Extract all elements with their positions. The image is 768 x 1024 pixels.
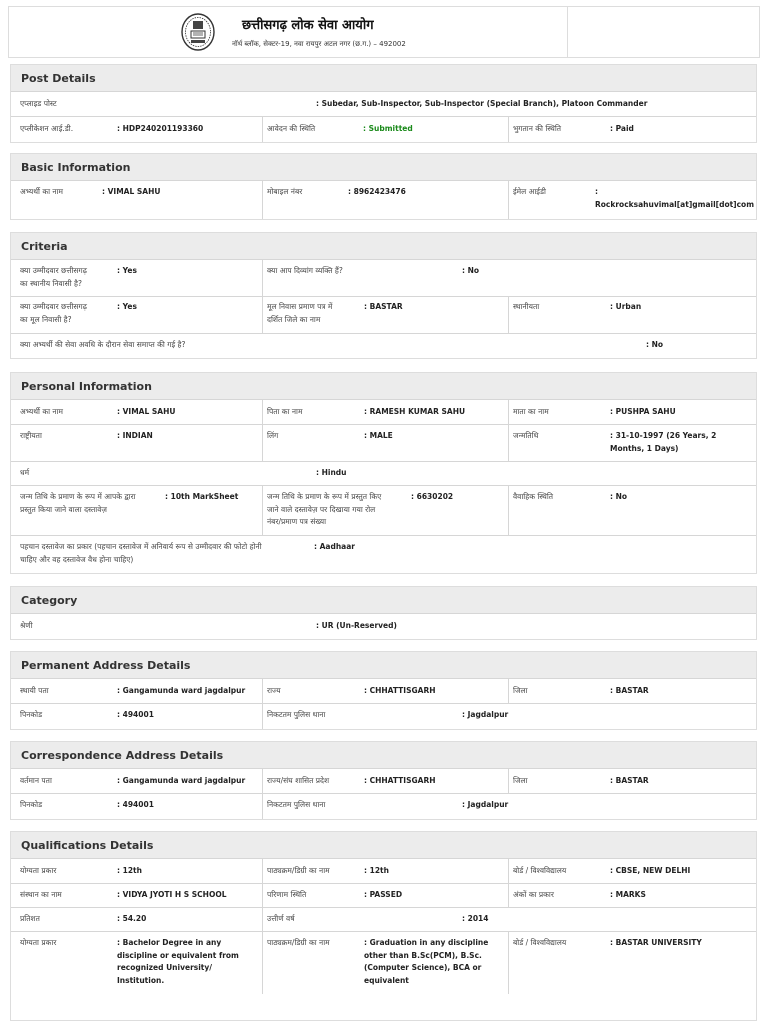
religion-value: : Hindu bbox=[316, 468, 347, 477]
qualification-1-row-3 bbox=[11, 908, 756, 932]
document-header bbox=[8, 6, 760, 58]
institution-label: संस्थान का नाम bbox=[20, 890, 62, 899]
value-line: Institution. bbox=[117, 975, 165, 985]
id-document-value: : Aadhaar bbox=[314, 542, 356, 551]
personal-row-1 bbox=[11, 400, 756, 425]
correspondence-address-section bbox=[10, 741, 757, 820]
cell bbox=[11, 704, 263, 729]
cell bbox=[11, 679, 263, 703]
applied-post-value: : Subedar, Sub-Inspector, Sub-Inspector (Special Branch), Platoon Commander bbox=[316, 99, 648, 108]
cg-resident-value: : Yes bbox=[117, 266, 137, 275]
cell bbox=[263, 769, 509, 793]
cell bbox=[509, 932, 756, 994]
mother-name-value: : PUSHPA SAHU bbox=[610, 407, 676, 416]
label-line: प्रस्तुत किया जाने वाला दस्तावेज़ bbox=[20, 504, 107, 514]
label-line: जाने वाले दस्तावेज़ पर दिखाया गया रोल bbox=[267, 504, 376, 514]
qualifications-section bbox=[10, 831, 757, 1021]
locality-label: स्थानीयता bbox=[513, 302, 540, 311]
permanent-address-value: : Gangamunda ward jagdalpur bbox=[117, 686, 246, 695]
police-station-value: : Jagdalpur bbox=[462, 800, 509, 809]
cg-native-label bbox=[20, 301, 87, 326]
cell bbox=[509, 859, 756, 883]
criteria-row-3 bbox=[11, 334, 756, 358]
cell bbox=[509, 769, 756, 793]
district-label: जिला bbox=[513, 686, 528, 695]
application-id-value: : HDP240201193360 bbox=[117, 124, 204, 133]
cell bbox=[11, 117, 263, 142]
divyang-value: : No bbox=[462, 266, 480, 275]
value-line: discipline or equivalent from bbox=[117, 950, 239, 960]
payment-status-label: भुगतान की स्थिति bbox=[513, 124, 562, 133]
cell bbox=[11, 425, 263, 461]
section-heading: Basic Information bbox=[11, 154, 756, 181]
cell bbox=[263, 884, 509, 907]
cell bbox=[11, 908, 263, 931]
candidate-name-value: : VIMAL SAHU bbox=[102, 187, 161, 196]
criteria-section bbox=[10, 232, 757, 359]
cell bbox=[11, 400, 263, 424]
native-district-value: : BASTAR bbox=[364, 302, 403, 311]
qualification-type-value bbox=[117, 937, 239, 987]
dob-document-value: : 10th MarkSheet bbox=[165, 492, 239, 501]
police-station-label: निकटतम पुलिस थाना bbox=[267, 800, 326, 809]
cell bbox=[263, 400, 509, 424]
criteria-row-2 bbox=[11, 297, 756, 334]
cell bbox=[509, 117, 756, 142]
application-status-row bbox=[11, 117, 756, 142]
section-heading: Post Details bbox=[11, 65, 756, 92]
section-heading: Personal Information bbox=[11, 373, 756, 400]
value-line: Months, 1 Days) bbox=[610, 443, 679, 453]
course-name-value: : 12th bbox=[364, 866, 389, 875]
basic-information-section bbox=[10, 153, 757, 220]
locality-value: : Urban bbox=[610, 302, 642, 311]
applied-post-label: एप्लाइड पोस्ट bbox=[20, 99, 57, 108]
payment-status-value: : Paid bbox=[610, 124, 634, 133]
label-line: का स्थानीय निवासी है? bbox=[20, 278, 83, 288]
cell bbox=[11, 794, 263, 819]
permanent-address-section bbox=[10, 651, 757, 730]
post-details-section bbox=[10, 64, 757, 143]
personal-row-5 bbox=[11, 536, 756, 573]
district-value: : BASTAR bbox=[610, 776, 649, 785]
permanent-row-2 bbox=[11, 704, 756, 729]
cg-resident-label bbox=[20, 265, 87, 290]
section-heading: Correspondence Address Details bbox=[11, 742, 756, 769]
value-line: : Graduation in any discipline bbox=[364, 938, 489, 947]
result-status-label: परिणाम स्थिति bbox=[267, 890, 307, 899]
category-label: श्रेणी bbox=[20, 621, 33, 630]
marital-status-value: : No bbox=[610, 492, 628, 501]
label-line: पहचान दस्तावेज का प्रकार (पहचान दस्तावेज में अनिवार्य रूप से उम्मीदवार की फोटो होनी bbox=[20, 542, 262, 551]
application-id-label: एप्लीकेशन आई.डी. bbox=[20, 124, 74, 133]
district-label: जिला bbox=[513, 776, 528, 785]
permanent-row-1 bbox=[11, 679, 756, 704]
board-value: : CBSE, NEW DELHI bbox=[610, 866, 691, 875]
state-label: राज्य bbox=[267, 686, 281, 695]
label-line: जन्म तिथि के प्रमाण के रूप में आपके द्वारा bbox=[20, 492, 136, 501]
service-terminated-label: क्या अभ्यर्थी की सेवा अवधि के दौरान सेवा समाप्त की गई है? bbox=[20, 340, 186, 349]
id-document-label bbox=[20, 541, 262, 566]
state-value: : CHHATTISGARH bbox=[364, 686, 436, 695]
course-name-label: पाठ्यक्रम/डिग्री का नाम bbox=[267, 938, 330, 947]
value-line: : 31-10-1997 (26 Years, 2 bbox=[610, 431, 717, 440]
pincode-label: पिनकोड bbox=[20, 710, 43, 719]
permanent-address-label: स्थायी पता bbox=[20, 686, 49, 695]
applied-post-row bbox=[11, 92, 756, 117]
personal-information-section bbox=[10, 372, 757, 574]
cell bbox=[11, 884, 263, 907]
criteria-row-1 bbox=[11, 260, 756, 297]
district-value: : BASTAR bbox=[610, 686, 649, 695]
qualification-1-row-1 bbox=[11, 859, 756, 884]
category-row bbox=[11, 614, 756, 639]
email-colon: : bbox=[595, 187, 598, 196]
mother-name-label: माता का नाम bbox=[513, 407, 549, 416]
label-line: का मूल निवासी है? bbox=[20, 314, 72, 324]
marital-status-label: वैवाहिक स्थिति bbox=[513, 492, 554, 501]
qualification-2-row-1 bbox=[11, 932, 756, 994]
dob-document-label bbox=[20, 491, 136, 516]
qualification-type-value: : 12th bbox=[117, 866, 142, 875]
cell bbox=[263, 297, 509, 333]
cell bbox=[11, 769, 263, 793]
label-line: क्या उम्मीदवार छत्तीसगढ़ bbox=[20, 266, 87, 275]
divyang-label: क्या आप दिव्यांग व्यक्ति हैं? bbox=[267, 266, 343, 275]
current-address-label: वर्तमान पता bbox=[20, 776, 52, 785]
value-line: other than B.Sc(PCM), B.Sc. bbox=[364, 950, 482, 960]
application-status-label: आवेदन की स्थिति bbox=[267, 124, 316, 133]
section-heading: Qualifications Details bbox=[11, 832, 756, 859]
gender-value: : MALE bbox=[364, 431, 393, 440]
value-line: equivalent bbox=[364, 975, 409, 985]
value-line: recognized University/ bbox=[117, 963, 213, 972]
state-value: : CHHATTISGARH bbox=[364, 776, 436, 785]
board-label: बोर्ड / विश्वविद्यालय bbox=[513, 938, 567, 947]
category-section bbox=[10, 586, 757, 640]
label-line: नंबर/प्रमाण पत्र संख्या bbox=[267, 517, 327, 526]
course-name-value bbox=[364, 937, 488, 987]
cell bbox=[509, 425, 756, 461]
label-line: दर्शित जिले का नाम bbox=[267, 314, 321, 324]
personal-row-2 bbox=[11, 425, 756, 462]
pincode-value: : 494001 bbox=[117, 800, 154, 809]
email-label: ईमेल आईडी bbox=[513, 187, 546, 196]
personal-row-3 bbox=[11, 462, 756, 486]
correspondence-row-2 bbox=[11, 794, 756, 819]
cell bbox=[11, 932, 263, 994]
marks-type-label: अंकों का प्रकार bbox=[513, 890, 554, 899]
board-label: बोर्ड / विश्वविद्यालय bbox=[513, 866, 567, 875]
application-status-value: : Submitted bbox=[363, 124, 413, 133]
father-name-label: पिता का नाम bbox=[267, 407, 303, 416]
category-value: : UR (Un-Reserved) bbox=[316, 621, 397, 630]
email-value: Rockrocksahuvimal[at]gmail[dot]com bbox=[595, 200, 755, 209]
dob-label: जन्मतिथि bbox=[513, 431, 539, 440]
cell bbox=[11, 260, 263, 296]
label-line: चाहिए और वह दस्तावेज वैध होना चाहिए) bbox=[20, 554, 134, 564]
label-line: क्या उम्मीदवार छत्तीसगढ़ bbox=[20, 302, 87, 311]
result-status-value: : PASSED bbox=[364, 890, 403, 899]
basic-info-row bbox=[11, 181, 756, 219]
course-name-label: पाठ्यक्रम/डिग्री का नाम bbox=[267, 866, 330, 875]
nationality-value: : INDIAN bbox=[117, 431, 153, 440]
native-district-label bbox=[267, 301, 332, 326]
percentage-label: प्रतिशत bbox=[20, 914, 40, 923]
roll-number-value: : 6630202 bbox=[411, 492, 454, 501]
mobile-value: : 8962423476 bbox=[348, 187, 406, 196]
personal-row-4 bbox=[11, 486, 756, 536]
cell bbox=[263, 908, 756, 931]
cell bbox=[509, 486, 756, 535]
cell bbox=[509, 884, 756, 907]
pincode-label: पिनकोड bbox=[20, 800, 43, 809]
candidate-name-label: अभ्यर्थी का नाम bbox=[20, 187, 63, 196]
cg-native-value: : Yes bbox=[117, 302, 137, 311]
org-title: छत्तीसगढ़ लोक सेवा आयोग bbox=[242, 18, 374, 33]
cell bbox=[263, 679, 509, 703]
label-line: जन्म तिथि के प्रमाण के रूप में प्रस्तुत किए bbox=[267, 492, 382, 501]
cell bbox=[263, 932, 509, 994]
current-address-value: : Gangamunda ward jagdalpur bbox=[117, 776, 246, 785]
correspondence-row-1 bbox=[11, 769, 756, 794]
cell bbox=[263, 486, 509, 535]
passing-year-label: उत्तीर्ण वर्ष bbox=[267, 914, 295, 923]
cell bbox=[509, 400, 756, 424]
religion-label: धर्म bbox=[20, 468, 30, 477]
org-address: नॉर्थ ब्लॉक, सेक्टर-19, नवा रायपुर अटल नगर (छ.ग.) – 492002 bbox=[232, 40, 406, 48]
percentage-value: : 54.20 bbox=[117, 914, 147, 923]
service-terminated-value: : No bbox=[646, 340, 664, 349]
institution-value: : VIDYA JYOTI H S SCHOOL bbox=[117, 890, 227, 899]
dob-value bbox=[610, 430, 716, 455]
mobile-label: मोबाइल नंबर bbox=[267, 187, 303, 196]
cell bbox=[11, 181, 263, 219]
section-heading: Permanent Address Details bbox=[11, 652, 756, 679]
cell bbox=[263, 425, 509, 461]
cell bbox=[11, 297, 263, 333]
nationality-label: राष्ट्रीयता bbox=[20, 431, 42, 440]
state-label: राज्य/संघ शासित प्रदेश bbox=[267, 776, 330, 785]
value-line: (Computer Science), BCA or bbox=[364, 963, 482, 972]
candidate-name-value: : VIMAL SAHU bbox=[117, 407, 176, 416]
header-photo-box bbox=[567, 7, 759, 57]
candidate-name-label: अभ्यर्थी का नाम bbox=[20, 407, 63, 416]
section-heading: Criteria bbox=[11, 233, 756, 260]
gender-label: लिंग bbox=[267, 431, 279, 440]
father-name-value: : RAMESH KUMAR SAHU bbox=[364, 407, 466, 416]
roll-number-label bbox=[267, 491, 381, 529]
police-station-value: : Jagdalpur bbox=[462, 710, 509, 719]
passing-year-value: : 2014 bbox=[462, 914, 489, 923]
cell bbox=[263, 260, 756, 296]
cell bbox=[263, 704, 756, 729]
cell bbox=[509, 679, 756, 703]
qualification-1-row-2 bbox=[11, 884, 756, 908]
qualification-type-label: योग्यता प्रकार bbox=[20, 866, 57, 875]
board-value: : BASTAR UNIVERSITY bbox=[610, 938, 702, 947]
police-station-label: निकटतम पुलिस थाना bbox=[267, 710, 326, 719]
value-line: : Bachelor Degree in any bbox=[117, 938, 222, 947]
cell bbox=[509, 297, 756, 333]
marks-type-value: : MARKS bbox=[610, 890, 646, 899]
qualification-type-label: योग्यता प्रकार bbox=[20, 938, 57, 947]
pincode-value: : 494001 bbox=[117, 710, 154, 719]
cell bbox=[11, 859, 263, 883]
cell bbox=[263, 117, 509, 142]
cell bbox=[263, 181, 509, 219]
label-line: मूल निवास प्रमाण पत्र में bbox=[267, 302, 333, 311]
cell bbox=[11, 486, 263, 535]
cell bbox=[263, 794, 756, 819]
cgpsc-emblem-icon bbox=[180, 12, 216, 54]
section-heading: Category bbox=[11, 587, 756, 614]
cell bbox=[509, 181, 756, 219]
cell bbox=[263, 859, 509, 883]
